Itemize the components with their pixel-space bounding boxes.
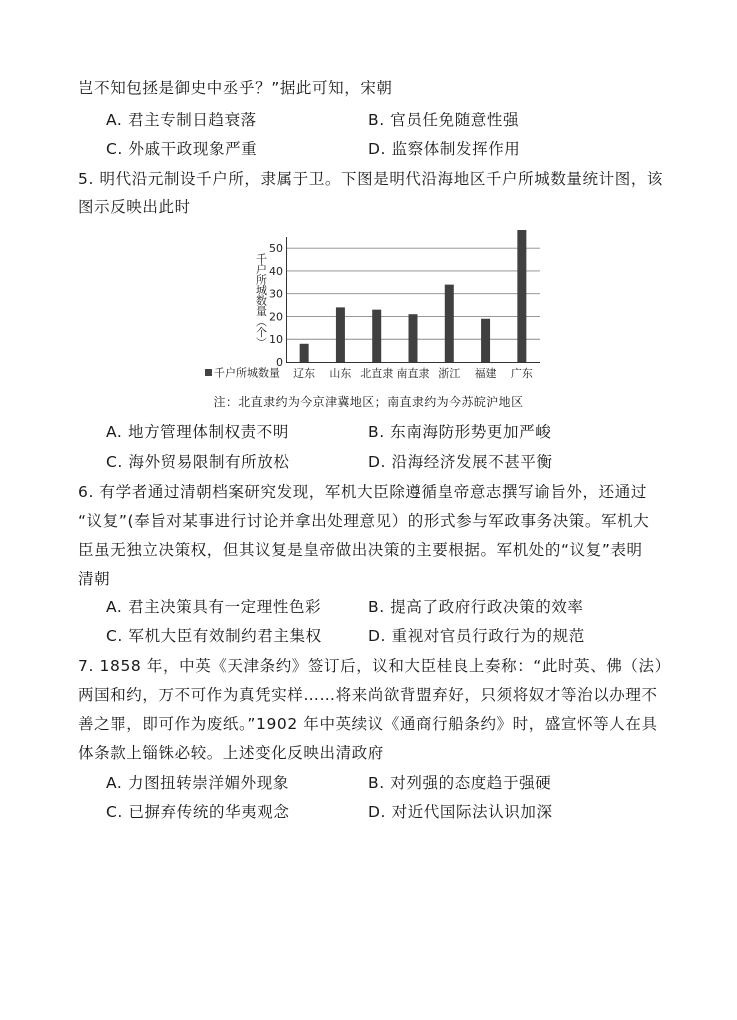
x-tick-label: 南直隶: [396, 367, 430, 380]
q6-option-c: C. 军机大臣有效制约君主集权: [106, 627, 322, 645]
bar-1: [336, 307, 345, 362]
y-tick-label: 50: [269, 242, 283, 256]
bar-4: [445, 285, 454, 362]
q7-option-d: D. 对近代国际法认识加深: [368, 803, 553, 821]
chart-footnote: 注：北直隶约为今京津冀地区；南直隶约为今苏皖沪地区: [213, 395, 524, 409]
q4-option-b: B. 官员任免随意性强: [368, 111, 520, 129]
q7-option-a: A. 力图扭转崇洋媚外现象: [106, 774, 289, 792]
question-5-stem-line-2: 图示反映出此时: [78, 198, 191, 216]
question-7-stem-line-3: 善之罪，即可作为废纸。”1902 年中英续议《通商行船条约》时，盛宣怀等人在具: [78, 715, 658, 733]
q6-option-b: B. 提高了政府行政决策的效率: [368, 598, 584, 616]
question-4-tail: 岂不知包拯是御史中丞乎？”据此可知，宋朝: [78, 79, 393, 97]
q4-option-c: C. 外戚干政现象严重: [106, 140, 258, 158]
q6-option-a: A. 君主决策具有一定理性色彩: [106, 598, 322, 616]
q7-option-b: B. 对列强的态度趋于强硬: [368, 774, 552, 792]
chart-y-axis-label: 千户所城数量（个）: [254, 253, 268, 348]
legend-label: 千户所城数量: [214, 366, 280, 380]
fort-count-bar-chart: [195, 225, 555, 385]
q5-option-d: D. 沿海经济发展不甚平衡: [368, 453, 553, 471]
bar-5: [481, 319, 490, 362]
y-tick-label: 20: [269, 310, 283, 324]
y-tick-label: 10: [269, 333, 283, 347]
question-7-stem-line-1: 7. 1858 年，中英《天津条约》签订后，议和大臣桂良上奏称：“此时英、佛（法）: [78, 657, 671, 675]
bar-3: [409, 314, 418, 362]
bar-2: [372, 310, 381, 362]
chart-bars: [300, 230, 527, 362]
chart-y-ticks: [269, 242, 283, 369]
q5-option-a: A. 地方管理体制权责不明: [106, 423, 289, 441]
question-7-stem-line-2: 两国和约，万不可作为真凭实样……将来尚欲背盟弃好，只须将奴才等治以办理不: [78, 686, 658, 704]
question-6-stem-line-2: “议复”(奉旨对某事进行讨论并拿出处理意见）的形式参与军政事务决策。军机大: [78, 512, 650, 530]
y-tick-label: 30: [269, 287, 283, 301]
bar-0: [300, 344, 309, 362]
x-tick-label: 浙江: [438, 367, 461, 380]
q6-option-d: D. 重视对官员行政行为的规范: [368, 627, 585, 645]
x-tick-label: 辽东: [293, 367, 316, 380]
x-tick-label: 广东: [510, 367, 533, 380]
y-tick-label: 40: [269, 264, 283, 278]
question-6-stem-line-4: 清朝: [78, 570, 111, 588]
question-6-stem-line-1: 6. 有学者通过清朝档案研究发现，军机大臣除遵循皇帝意志撰写谕旨外，还通过: [78, 483, 647, 501]
q5-option-c: C. 海外贸易限制有所放松: [106, 453, 290, 471]
q7-option-c: C. 已摒弃传统的华夷观念: [106, 803, 290, 821]
q4-option-d: D. 监察体制发挥作用: [368, 140, 521, 158]
bar-6: [517, 230, 526, 362]
x-tick-label: 北直隶: [360, 367, 394, 380]
x-tick-label: 福建: [474, 367, 497, 380]
question-6-stem-line-3: 臣虽无独立决策权，但其议复是皇帝做出决策的主要根据。军机处的“议复”表明: [78, 541, 643, 559]
chart-x-labels: [293, 366, 533, 380]
question-7-stem-line-4: 体条款上锱铢必较。上述变化反映出清政府: [78, 744, 384, 762]
legend-swatch: [205, 369, 212, 376]
y-tick-label: 0: [276, 356, 283, 369]
x-tick-label: 山东: [329, 367, 352, 380]
question-5-stem-line-1: 5. 明代沿元制设千户所，隶属于卫。下图是明代沿海地区千户所城数量统计图，该: [78, 170, 664, 188]
q4-option-a: A. 君主专制日趋衰落: [106, 111, 257, 129]
q5-option-b: B. 东南海防形势更加严峻: [368, 423, 552, 441]
